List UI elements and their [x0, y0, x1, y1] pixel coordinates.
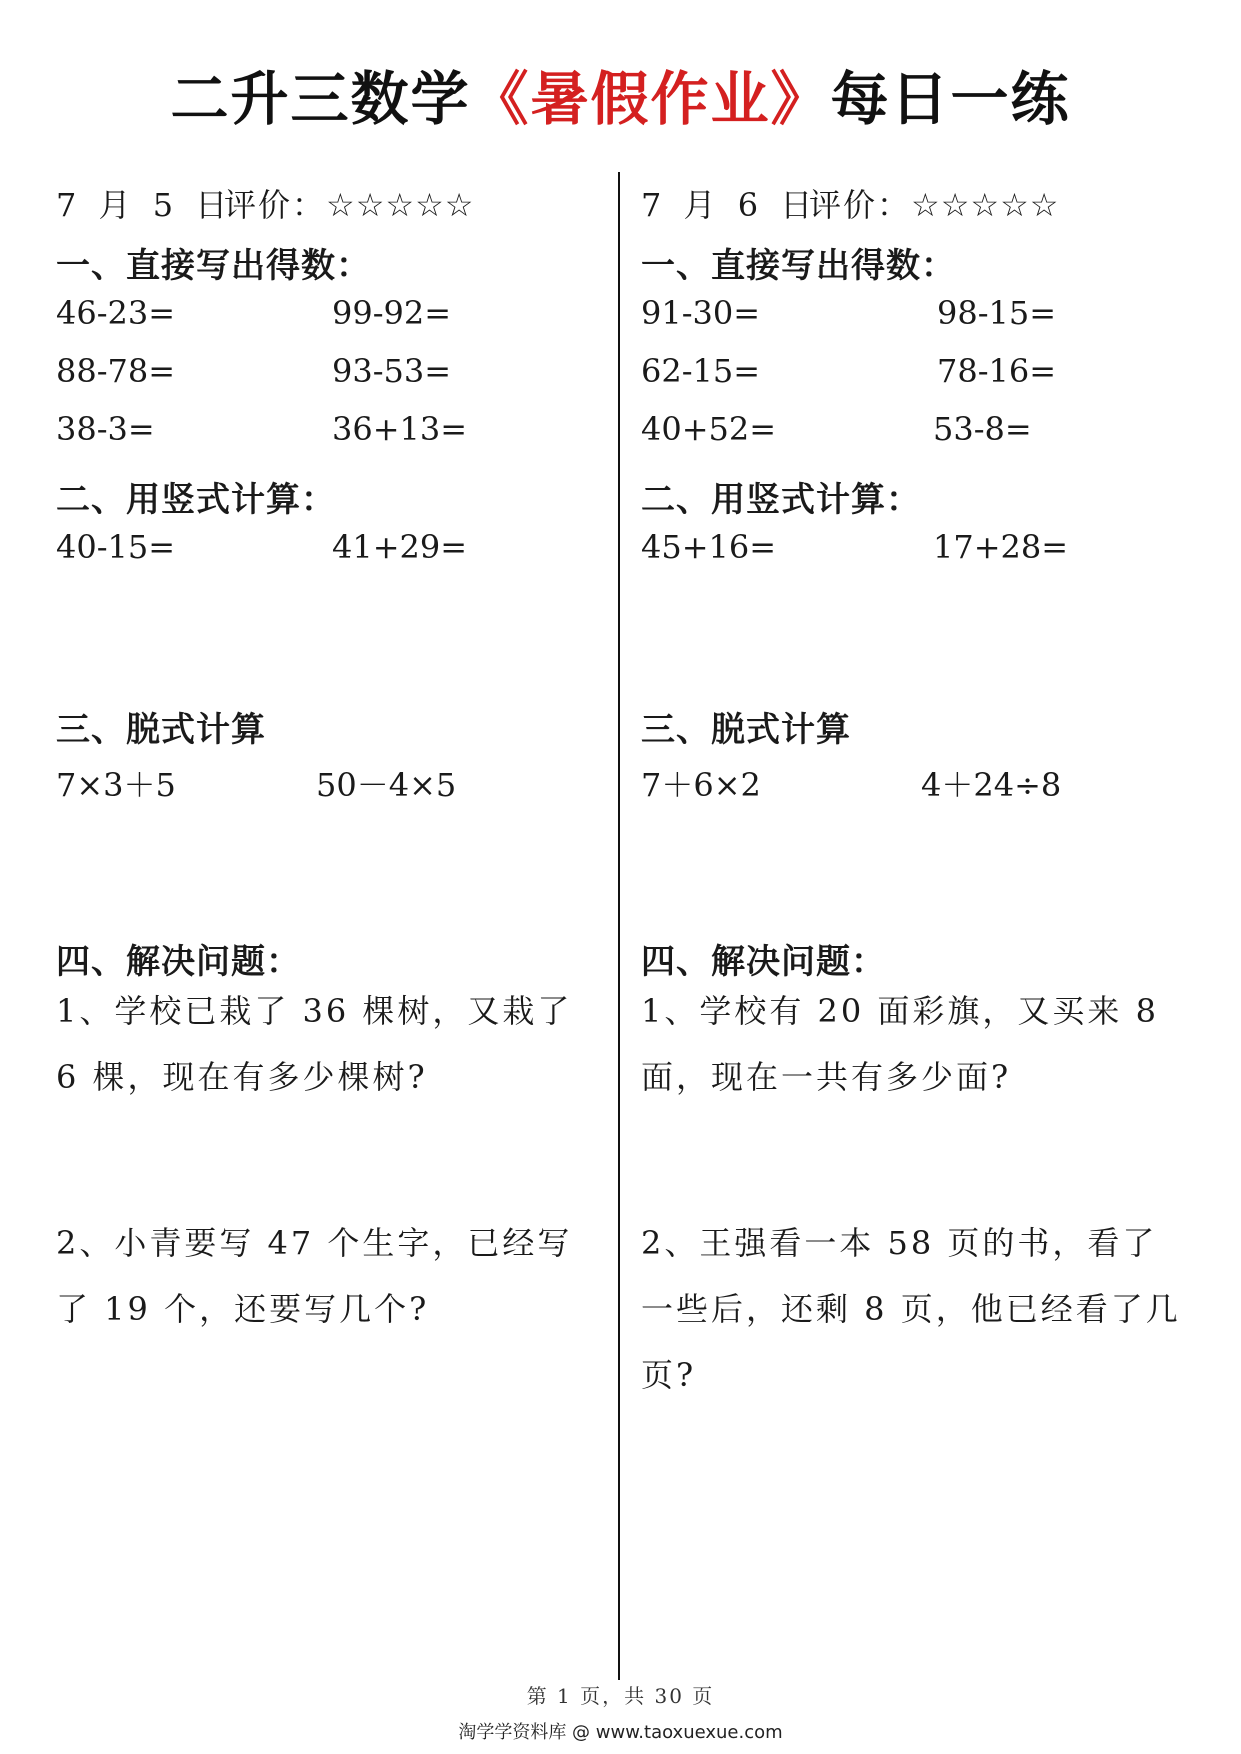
expression: 4＋24÷8 — [921, 766, 1062, 804]
section-heading-vertical: 二、用竖式计算： — [56, 480, 336, 520]
section-heading-stepwise: 三、脱式计算 — [641, 710, 851, 750]
expression: 40-15= — [56, 528, 176, 566]
word-problem: 1、学校有 20 面彩旗，又买来 8 面，现在一共有多少面? — [641, 992, 1159, 1096]
expression: 41+29= — [332, 528, 468, 566]
expression: 45+16= — [641, 528, 777, 566]
rating-label: 评价： — [809, 186, 912, 224]
day-column-left — [56, 180, 616, 1660]
date-label: 7 月 6 日 — [641, 186, 819, 224]
date-label: 7 月 5 日 — [56, 186, 234, 224]
word-problem: 1、学校已栽了 36 棵树，又栽了 6 棵，现在有多少棵树? — [56, 992, 573, 1096]
section-heading-problems: 四、解决问题： — [641, 942, 886, 982]
section-heading-direct: 一、直接写出得数： — [56, 246, 371, 286]
rating — [224, 180, 474, 226]
expression: 36+13= — [332, 410, 468, 448]
rating-stars: ☆☆☆☆☆ — [326, 186, 475, 224]
expression: 99-92= — [332, 294, 452, 332]
expression: 17+28= — [933, 528, 1069, 566]
word-problem: 2、王强看一本 58 页的书，看了一些后，还剩 8 页，他已经看了几页? — [641, 1224, 1181, 1394]
expression: 93-53= — [332, 352, 452, 390]
title-suffix: 每日一练 — [830, 65, 1071, 133]
section-heading-problems: 四、解决问题： — [56, 942, 301, 982]
expression: 50－4×5 — [316, 766, 457, 804]
rating-stars: ☆☆☆☆☆ — [911, 186, 1060, 224]
expression: 38-3= — [56, 410, 155, 448]
expression: 88-78= — [56, 352, 176, 390]
rating — [809, 180, 1059, 226]
expression: 40+52= — [641, 410, 777, 448]
title-main: 二升三数学 — [170, 65, 471, 133]
expression: 62-15= — [641, 352, 761, 390]
expression: 78-16= — [937, 352, 1057, 390]
page-title — [0, 52, 1241, 136]
word-problem: 2、小青要写 47 个生字，已经写了 19 个，还要写几个? — [56, 1224, 573, 1328]
column-divider — [618, 172, 620, 1680]
section-heading-direct: 一、直接写出得数： — [641, 246, 956, 286]
expression: 7×3＋5 — [56, 766, 176, 804]
title-highlight: 《暑假作业》 — [470, 65, 831, 133]
expression: 98-15= — [937, 294, 1057, 332]
expression: 53-8= — [933, 410, 1032, 448]
expression: 46-23= — [56, 294, 176, 332]
rating-label: 评价： — [224, 186, 327, 224]
page-number: 第 1 页，共 30 页 — [526, 1684, 715, 1708]
watermark-text: 淘学学资料库 @ www.taoxuexue.com — [458, 1722, 783, 1743]
expression: 7＋6×2 — [641, 766, 761, 804]
section-heading-stepwise: 三、脱式计算 — [56, 710, 266, 750]
day-column-right — [641, 180, 1201, 1660]
section-heading-vertical: 二、用竖式计算： — [641, 480, 921, 520]
expression: 91-30= — [641, 294, 761, 332]
